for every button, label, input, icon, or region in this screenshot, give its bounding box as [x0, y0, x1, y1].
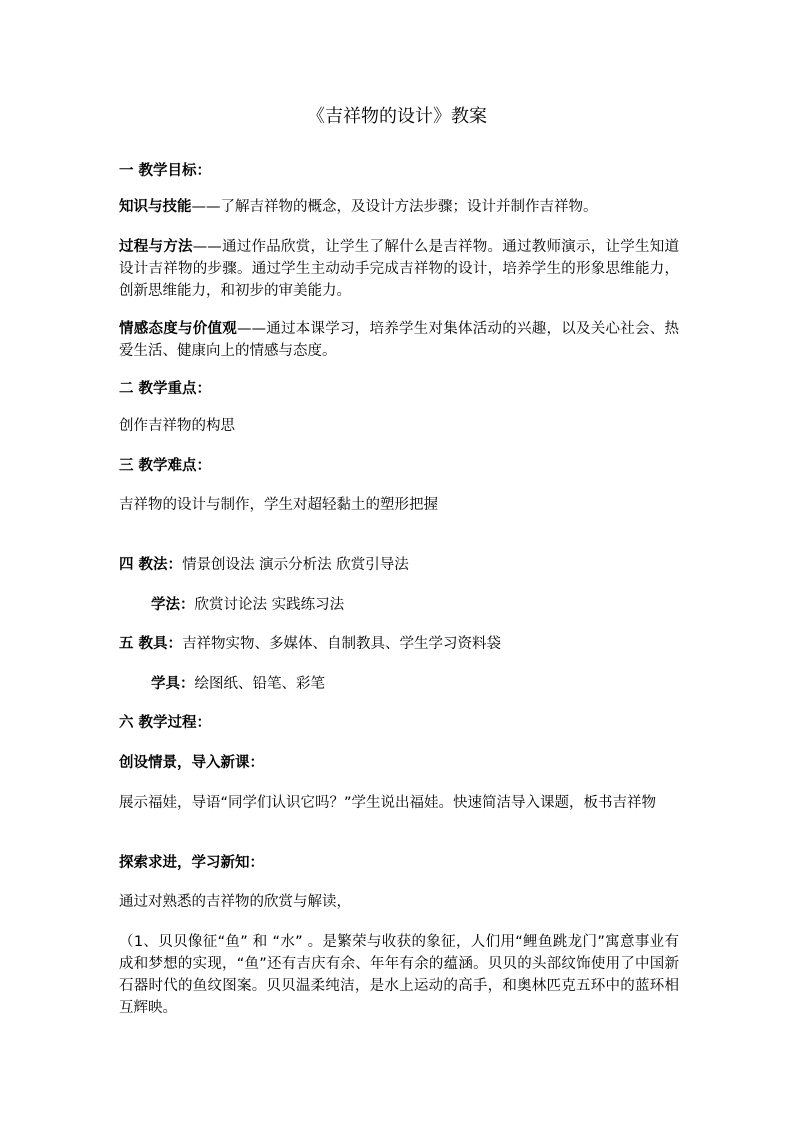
- emotion-values-text: ——通过本课学习，培养学生对集体活动的兴趣，以及关心社会、热爱生活、健康向上的情感与态度。: [119, 321, 679, 359]
- section-4-line: [119, 554, 409, 576]
- student-tools-line: [151, 673, 325, 695]
- emotion-values-label: 情感态度与价值观: [119, 321, 237, 337]
- step-2-heading: 探索求进，学习新知：: [119, 855, 264, 871]
- section-1-heading: 一 教学目标：: [119, 163, 212, 179]
- study-methods-line: [151, 594, 344, 616]
- section-4-text: 情景创设法 演示分析法 欣赏引导法: [182, 557, 409, 573]
- step-2-text: 通过对熟悉的吉祥物的欣赏与解读，: [119, 894, 351, 910]
- section-5-label: 五 教具：: [119, 636, 183, 652]
- section-2-text: 创作吉祥物的构思: [119, 418, 235, 434]
- page-title: 《吉祥物的设计》教案: [307, 106, 487, 127]
- knowledge-skills-text: ——了解吉祥物的概念，及设计方法步骤；设计并制作吉祥物。: [191, 199, 598, 215]
- section-3-text: 吉祥物的设计与制作，学生对超轻黏土的塑形把握: [119, 497, 438, 513]
- knowledge-skills-label: 知识与技能: [119, 199, 192, 215]
- knowledge-skills-paragraph: [119, 196, 679, 218]
- process-methods-label: 过程与方法: [119, 239, 193, 255]
- beibei-paragraph: （1、贝贝像征“鱼” 和 “水” 。是繁荣与收获的象征，人们用“鲤鱼跳龙门”寓意事业有成和梦想的实现，“鱼”还有吉庆有余、年年有余的蕴涵。贝贝的头部纹饰使用了中国新石器时代的鱼纹图案。贝贝温柔纯洁，是水上运动的高手，和奥林匹克五环中的蓝环相互辉映。: [119, 934, 679, 1016]
- section-4-label: 四 教法：: [119, 557, 183, 573]
- section-3-heading: 三 教学难点：: [119, 458, 212, 474]
- process-methods-text: ——通过作品欣赏，让学生了解什么是吉祥物。通过教师演示，让学生知道设计吉祥物的步骤。通过学生主动动手完成吉祥物的设计，培养学生的形象思维能力，创新思维能力，和初步的审美能力。: [119, 239, 679, 299]
- student-tools-text: 绘图纸、铅笔、彩笔: [194, 676, 325, 692]
- section-6-heading: 六 教学过程：: [119, 715, 212, 731]
- section-5-line: [119, 633, 501, 655]
- study-methods-text: 欣赏讨论法 实践练习法: [194, 597, 345, 613]
- student-tools-label: 学具：: [151, 676, 195, 692]
- emotion-values-paragraph: [119, 318, 679, 362]
- step-1-heading: 创设情景，导入新课：: [119, 755, 264, 771]
- section-2-heading: 二 教学重点：: [119, 381, 212, 397]
- study-methods-label: 学法：: [151, 597, 195, 613]
- step-1-text: 展示福娃，导语“同学们认识它吗？”学生说出福娃。快速简洁导入课题，板书吉祥物: [119, 795, 657, 811]
- process-methods-paragraph: [119, 236, 679, 302]
- section-5-text: 吉祥物实物、多媒体、自制教具、学生学习资料袋: [182, 636, 502, 652]
